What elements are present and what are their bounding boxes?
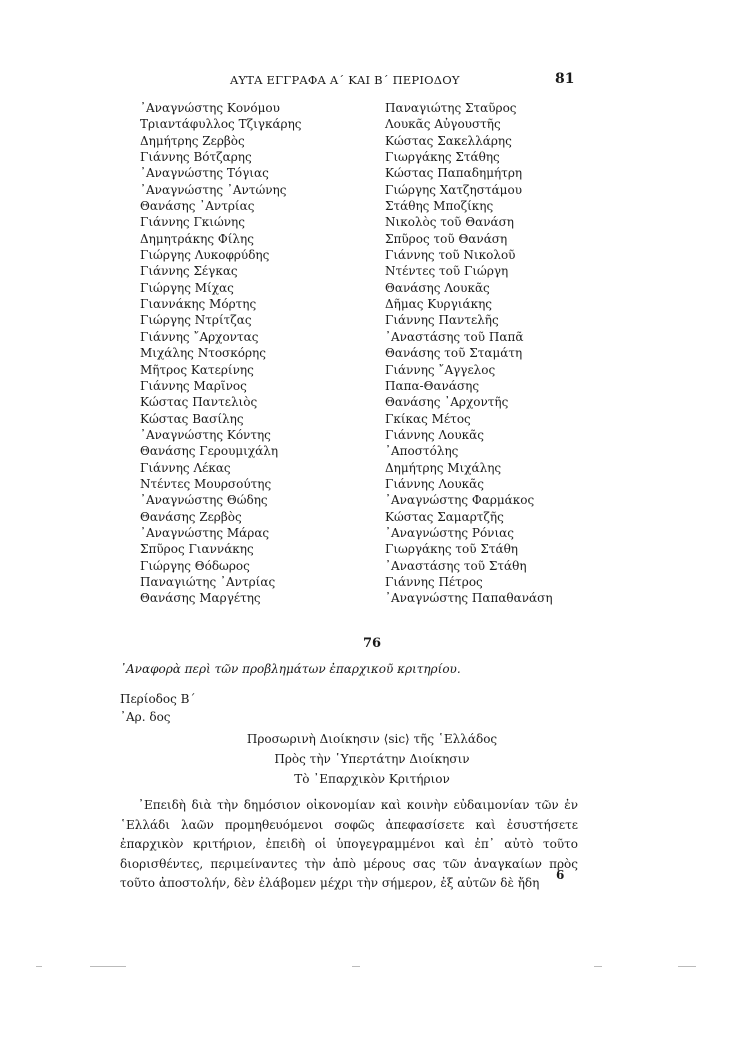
- signatory-name: Στάθης Μποζίκης: [385, 199, 494, 214]
- signatory-name: Γιωργάκης Στάθης: [385, 150, 500, 165]
- signatory-name: Γιάννης Μαρῖνος: [140, 378, 247, 393]
- signatory-name: Παπα-Θανάσης: [385, 378, 480, 393]
- signatory-name: Γιάννης Γκιώνης: [140, 215, 245, 230]
- signatory-name: Τριαντάφυλλος Τζιγκάρης: [140, 117, 302, 132]
- signatory-name: Θανάσης τοῦ Σταμάτη: [385, 346, 523, 361]
- signature-mark: 6: [556, 868, 565, 882]
- signatory-name: ᾿Αναγνώστης Κόντης: [140, 427, 271, 442]
- names-column-right: [385, 100, 553, 607]
- signatory-name: Γιαννάκης Μόρτης: [140, 297, 257, 312]
- signatory-name: ᾿Αναγνώστης Θώδης: [140, 493, 268, 508]
- signatory-name: Γιώργης Μίχας: [140, 280, 234, 295]
- signatory-name: Κώστας Παντελιὸς: [140, 395, 258, 410]
- signatory-name: Ντέντες Μουρσούτης: [140, 476, 272, 491]
- signatory-name: Γιωργάκης τοῦ Στάθη: [385, 542, 518, 557]
- signatory-name: Θανάσης ᾿Αντρίας: [140, 199, 255, 214]
- signatory-name: ᾿Αναστάσης τοῦ Παπᾶ: [385, 329, 524, 344]
- signatory-name: Κώστας Σαμαρτζῆς: [385, 509, 504, 524]
- signatory-name: Γιάννης Πέτρος: [385, 574, 483, 589]
- signatory-name: Δημητράκης Φίλης: [140, 231, 254, 246]
- signatory-name: Δημήτρης Ζερβὸς: [140, 133, 245, 148]
- signatory-name: Γιάννης Λουκᾶς: [385, 476, 484, 491]
- footer-scan-mark: [36, 966, 42, 967]
- signatory-name: ᾿Αναγνώστης Φαρμάκος: [385, 493, 535, 508]
- signatory-name: Γιώργης Λυκοφρύδης: [140, 248, 270, 263]
- signatory-name: Γιάννης Βότζαρης: [140, 150, 252, 165]
- signatory-name: Μῆτρος Κατερίνης: [140, 362, 254, 377]
- signatory-name: Μιχάλης Ντοσκόρης: [140, 346, 266, 361]
- signatory-name: Γιάννης τοῦ Νικολοῦ: [385, 248, 516, 263]
- signatory-name: Θανάσης Λουκᾶς: [385, 280, 490, 295]
- signatory-name: Δῆμας Κυργιάκης: [385, 297, 492, 312]
- period-label: Περίοδος Β΄: [120, 692, 196, 706]
- signatory-name: Παναγιώτης ᾿Αντρίας: [140, 574, 276, 589]
- names-column-left: [140, 100, 302, 607]
- signatory-name: ᾿Αναγνώστης Παπαθανάση: [385, 591, 553, 606]
- signatory-name: Θανάσης ᾿Αρχοντῆς: [385, 395, 509, 410]
- signatory-name: Κώστας Παπαδημήτρη: [385, 166, 523, 181]
- document-body-paragraph: ᾿Επειδὴ διὰ τὴν δημόσιον οἰκονομίαν καὶ κοινὴν εὐδαιμονίαν τῶν ἐν ῾Ελλάδι λαῶν προμηθευόμενοι σοφῶς ἀπεφασίσετε καὶ ἐσυστήσετε ἐπαρχικὸν κριτήριον, ἐπειδὴ οἱ ὑπογεγραμμένοι καὶ ἐπ᾿ αὐτὸ τοῦτο διορισθέντες, περιμείναντες τὴν ἀπὸ μέρους σας τῶν ἀναγκαίων πρὸς τοῦτο ἀποστολήν, δὲν ἐλάβομεν μέχρι τὴν σήμερον, ἐξ αὐτῶν δὲ ἤδη: [120, 798, 578, 890]
- signatory-name: Γιώργης Ντρίτζας: [140, 313, 252, 328]
- signatory-name: Λουκᾶς Αὐγουστῆς: [385, 117, 501, 132]
- signatory-name: Δημήτρης Μιχάλης: [385, 460, 502, 475]
- signatory-name: ᾿Αναγνώστης Κονόμου: [140, 101, 280, 115]
- signatory-name: Θανάσης Γερουμιχάλη: [140, 444, 279, 459]
- signatory-name: ᾿Αναστάσης τοῦ Στάθη: [385, 558, 527, 573]
- footer-scan-mark: [594, 966, 602, 967]
- signatory-name: Γιάννης Λέκας: [140, 460, 231, 475]
- address-line-sender: Προσωρινὴ Διοίκησιν ⟨sic⟩ τῆς ῾Ελλάδος: [246, 732, 498, 746]
- signatory-name: ᾿Αναγνώστης Τόγιας: [140, 166, 269, 181]
- address-line-court: Τὸ ᾿Επαρχικὸν Κριτήριον: [294, 772, 450, 786]
- footer-scan-mark: [678, 966, 696, 967]
- address-line-recipient: Πρὸς τὴν ῾Υπερτάτην Διοίκησιν: [274, 752, 470, 766]
- document-reference-number: ᾿Αρ. δος: [120, 710, 171, 724]
- page-number: 81: [555, 71, 575, 87]
- signatory-name: Θανάσης Μαργέτης: [140, 591, 261, 606]
- signatory-name: Κώστας Σακελλάρης: [385, 133, 512, 148]
- signatory-name: Θανάσης Ζερβὸς: [140, 509, 242, 524]
- signatory-name: Γιάννης ῎Αρχοντας: [140, 329, 259, 344]
- signatory-name: ᾿Αναγνώστης Μάρας: [140, 525, 270, 540]
- signatory-name: Γιώργης Χατζηστάμου: [385, 182, 522, 197]
- footer-scan-mark: [90, 966, 126, 967]
- signatory-name: Σπῦρος Γιαννάκης: [140, 542, 254, 557]
- running-header: ΑΥΤΑ ΕΓΓΡΑΦΑ Α΄ ΚΑΙ Β΄ ΠΕΡΙΟΔΟΥ: [230, 73, 460, 87]
- signatory-name: ᾿Αναγνώστης Ρόνιας: [385, 525, 514, 540]
- document-number: 76: [362, 636, 382, 651]
- signatory-name: Γιάννης Παντελῆς: [385, 313, 499, 328]
- signatory-name: Γκίκας Μέτος: [385, 411, 471, 426]
- signatory-name: Παναγιώτης Σταῦρος: [385, 101, 517, 115]
- signatory-name: Γιάννης Σέγκας: [140, 264, 238, 279]
- footer-scan-mark: [352, 966, 360, 967]
- document-subtitle: ᾿Αναφορὰ περὶ τῶν προβλημάτων ἐπαρχικοῦ κριτηρίου.: [120, 662, 461, 676]
- signatory-name: Γιώργης Θόδωρος: [140, 558, 250, 573]
- signatory-name: Σπῦρος τοῦ Θανάση: [385, 231, 508, 246]
- signatory-name: Ντέντες τοῦ Γιώργη: [385, 264, 509, 279]
- signatory-name: Νικολὸς τοῦ Θανάση: [385, 215, 514, 230]
- signatory-name: ᾿Αποστόλης: [385, 444, 459, 459]
- signatory-name: Γιάννης ῎Αγγελος: [385, 362, 496, 377]
- signatory-name: ᾿Αναγνώστης ᾿Αντώνης: [140, 182, 287, 197]
- signatory-name: Κώστας Βασίλης: [140, 411, 244, 426]
- signatory-name: Γιάννης Λουκᾶς: [385, 427, 484, 442]
